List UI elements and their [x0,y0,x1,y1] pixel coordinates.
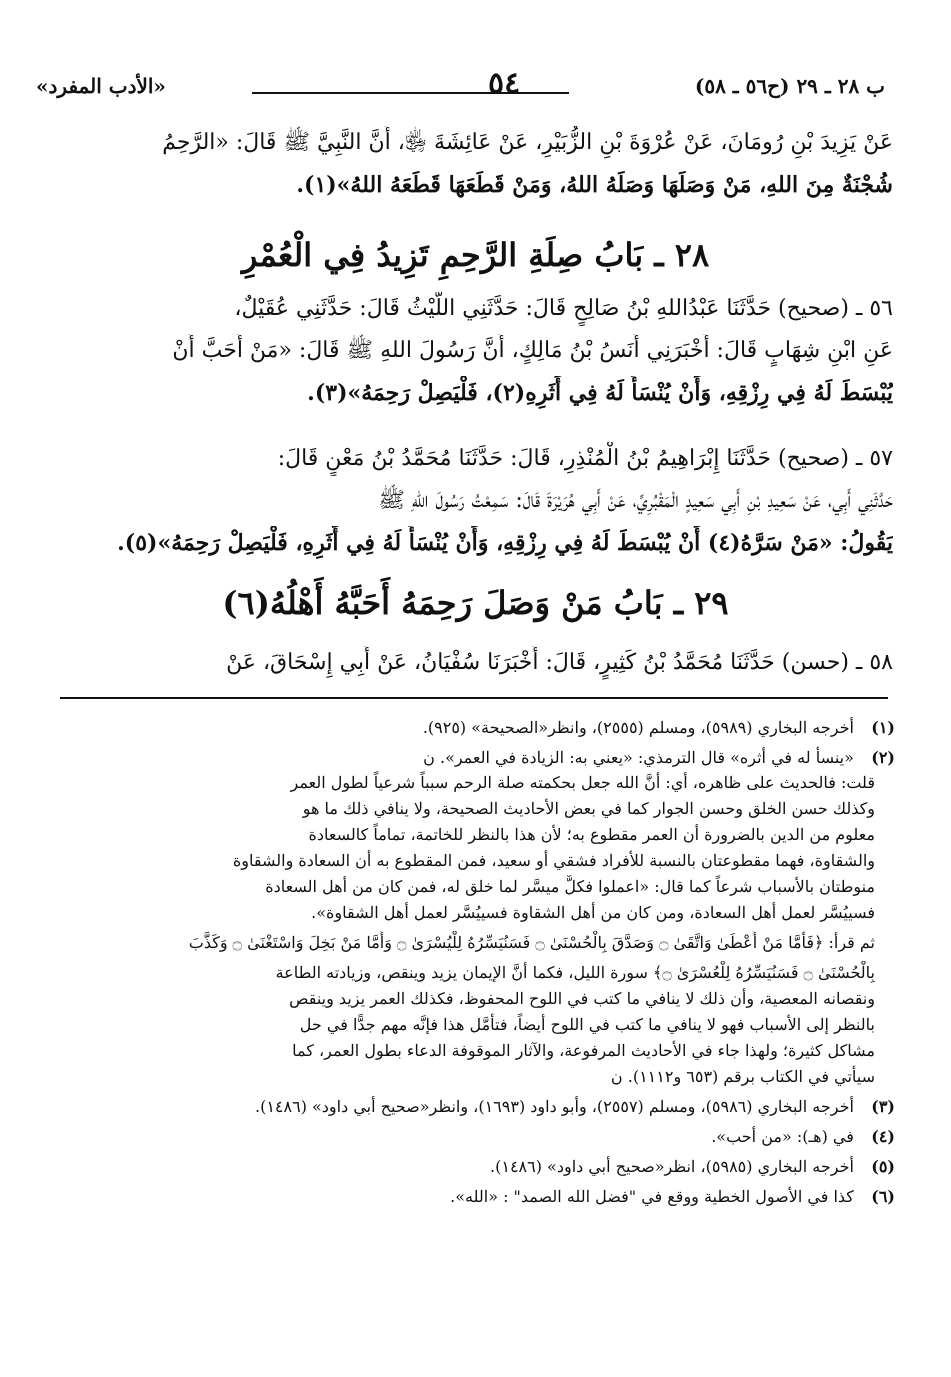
footnote-number: (١) [871,718,895,737]
footnote-number: (٣) [871,1097,895,1116]
page-number: ٥٤ [488,66,521,101]
hadith-56-line: عَنِ ابْنِ شِهَابٍ قَالَ: أَخْبَرَنِي أَنَسُ بْنُ مَالِكٍ، أَنَّ رَسُولَ اللهِ ﷺ قَالَ: «مَنْ أَحَبَّ أَنْ [172,338,893,363]
footnote-2-line: وكذلك حسن الخلق وحسن الجوار كما في بعض الأحاديث الصحيحة، ولا ينافي ذلك ما هو [302,799,875,818]
footnote-2-line: بالنظر إلى الأسباب فهو لا ينافي ما كتب في اللوح أيضاً، فتأمَّل هذا فإنَّه مهم جدًّا في حل [299,1015,875,1034]
footnote-text: أخرجه البخاري (٥٩٨٩)، ومسلم (٢٥٥٥)، وانظر«الصحيحة» (٩٢٥). [422,718,854,737]
footnote-divider [60,697,888,699]
footnote-text: أخرجه البخاري (٥٩٨٦)، ومسلم (٢٥٥٧)، وأبو داود (١٦٩٣)، وانظر«صحيح أبي داود» (١٤٨٦). [254,1097,854,1116]
hadith-57-line: ٥٧ ـ (صحيح) حَدَّثَنَا إِبْرَاهِيمُ بْنُ الْمُنْذِرِ، قَالَ: حَدَّثَنَا مُحَمَّدُ بْنُ مَعْنٍ قَالَ: [277,446,893,471]
footnote-text: في (هـ): «من أحب». [711,1127,854,1146]
footnote-2-line: سيأتي في الكتاب برقم (٦٥٣ و١١١٢). ن [610,1067,875,1086]
footnote-2-line: قلت: فالحديث على ظاهره، أي: أنَّ الله جعل بحكمته صلة الرحم سبباً شرعياً لطول العمر [290,773,875,792]
footnote-2-line: ونقصانه المعصية، وأن ذلك لا ينافي ما كتب في اللوح المحفوظ، فكذلك العمر يزيد وينقص [289,989,875,1008]
header-chapter-range: ب ٢٨ ـ ٢٩ (ح٥٦ ـ ٥٨) [694,74,885,98]
footnote-5 [59,1155,895,1179]
footnote-number: (٤) [871,1127,895,1146]
footnote-2-line: والشقاوة، فهما مقطوعتان بالنسبة للأفراد فشقي أو سعيد، فمن المقطوع به أن السعادة والشقاوة [232,851,875,870]
footnote-text: كذا في الأصول الخطية ووقع في "فضل الله الصمد" : «الله». [450,1187,854,1206]
intro-line: شُجْنَةٌ مِنَ اللهِ، مَنْ وَصَلَهَا وَصَلَهُ اللهُ، وَمَنْ قَطَعَهَا قَطَعَهُ اللهُ»(١). [296,172,893,198]
footnote-6 [59,1185,895,1209]
footnote-2-line: فسييُسَّر لعمل أهل السعادة، ومن كان من أهل الشقاوة فسييُسَّر لعمل أهل الشقاوة». [311,903,875,922]
footnote-2-line: معلوم من الدين بالضرورة أن العمر مقطوع به؛ لأن هذا بالنظر للخاتمة، تماماً كالسعادة [308,825,875,844]
footnote-4 [59,1125,895,1149]
intro-line: عَنْ يَزِيدَ بْنِ رُومَانَ، عَنْ عُرْوَةَ بْنِ الزُّبَيْرِ، عَنْ عَائِشَةَ ﵂، أَنَّ النَّبِيَّ ﷺ قَالَ: «الرَّحِمُ [162,130,893,155]
footnote-number: (٥) [871,1157,895,1176]
footnote-2-quran-line: بِالْحُسْنَىٰ ۝ فَسَنُيَسِّرُهُ لِلْعُسْرَىٰ ۝﴾ سورة الليل، فكما أنَّ الإيمان يزيد وينقص، وزيادته الطاعة [275,963,875,982]
page-header [36,62,885,106]
hadith-58-line: ٥٨ ـ (حسن) حَدَّثَنَا مُحَمَّدُ بْنُ كَثِيرٍ، قَالَ: أَخْبَرَنَا سُفْيَانُ، عَنْ أَبِي إِسْحَاقَ، عَنْ [226,650,893,675]
hadith-56-line: يُبْسَطَ لَهُ فِي رِزْقِهِ، وَأَنْ يُنْسَأَ لَهُ فِي أَثَرِهِ(٢)، فَلْيَصِلْ رَحِمَهُ»(٣). [307,380,893,406]
header-rule-left [252,92,460,94]
chapter-29-title: ٢٩ ـ بَابُ مَنْ وَصَلَ رَحِمَهُ أَحَبَّهُ أَهْلُهُ(٦) [222,584,729,622]
footnote-2 [59,746,895,770]
hadith-56-line: ٥٦ ـ (صحيح) حَدَّثَنَا عَبْدُاللهِ بْنُ صَالِحٍ قَالَ: حَدَّثَنِي اللَّيْثُ قَالَ: حَدَّثَنِي عُقَيْلٌ، [234,296,893,321]
header-book-title: «الأدب المفرد» [36,74,166,98]
footnote-number: (٢) [871,748,895,767]
chapter-28-title: ٢٨ ـ بَابُ صِلَةِ الرَّحِمِ تَزِيدُ فِي الْعُمْرِ [241,236,710,274]
footnote-3 [59,1095,895,1119]
footnote-2-quran-line: ثم قرأ: ﴿فَأَمَّا مَنْ أَعْطَىٰ وَاتَّقَىٰ ۝ وَصَدَّقَ بِالْحُسْنَىٰ ۝ فَسَنُيَسِّرُهُ لِلْيُسْرَىٰ ۝ وَأَمَّا مَنْ بَخِلَ وَاسْتَغْنَىٰ ۝ وَكَذَّبَ [188,933,875,952]
hadith-57-line: حَدَّثَنِي أَبِي، عَنْ سَعِيدِ بْنِ أَبِي سَعِيدٍ الْمَقْبُرِيِّ، عَنْ أَبِي هُرَيْرَةَ قَالَ: سَمِعْتُ رَسُولَ اللهِ ﷺ [378,488,893,513]
footnote-1 [59,716,895,740]
footnote-text: «ينسأ له في أثره» قال الترمذي: «يعني به: الزيادة في العمر». ن [423,748,854,767]
hadith-57-line: يَقُولُ: «مَنْ سَرَّهُ(٤) أَنْ يُبْسَطَ لَهُ فِي رِزْقِهِ، وَأَنْ يُنْسَأَ لَهُ فِي أَثَرِهِ، فَلْيَصِلْ رَحِمَهُ»(٥). [117,530,893,556]
footnote-number: (٦) [871,1187,895,1206]
footnote-2-line: مشاكل كثيرة؛ ولهذا جاء في الأحاديث المرفوعة، والآثار الموقوفة الدعاء بطول العمر، كما [292,1041,875,1060]
footnote-text: أخرجه البخاري (٥٩٨٥)، انظر«صحيح أبي داود» (١٤٨٦). [490,1157,854,1176]
footnote-2-line: منوطتان بالأسباب شرعاً كما قال: «اعملوا فكلٌّ ميسَّر لما خلق له، فمن كان من أهل السعادة [265,877,875,896]
